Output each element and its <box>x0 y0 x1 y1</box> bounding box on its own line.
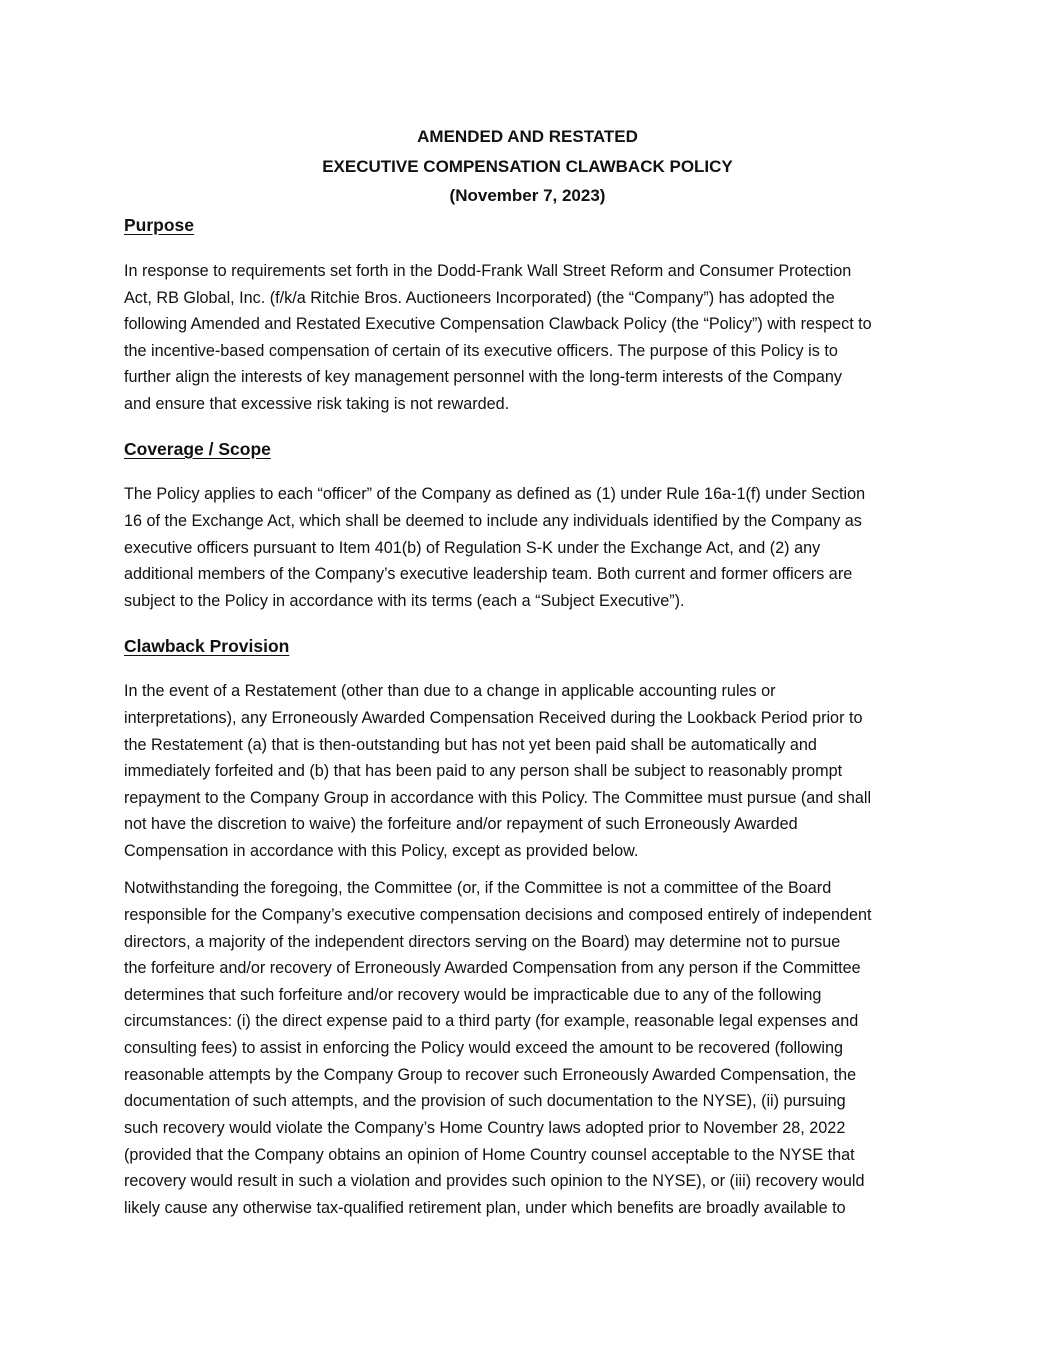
clawback-p2-line: documentation of such attempts, and the provision of such documentation to the NYSE), (ii) pursuing <box>124 1092 846 1110</box>
document-title-line-2: EXECUTIVE COMPENSATION CLAWBACK POLICY <box>322 157 733 176</box>
clawback-p2-line: (provided that the Company obtains an opinion of Home Country counsel acceptable to the NYSE that <box>124 1146 855 1164</box>
purpose-line: Act, RB Global, Inc. (f/k/a Ritchie Bros. Auctioneers Incorporated) (the “Company”) has adopted the <box>124 289 835 307</box>
clawback-p2-line: Notwithstanding the foregoing, the Committee (or, if the Committee is not a committee of the Board <box>124 879 832 897</box>
clawback-p2-line: consulting fees) to assist in enforcing the Policy would exceed the amount to be recovered (following <box>124 1039 843 1057</box>
purpose-line: following Amended and Restated Executive Compensation Clawback Policy (the “Policy”) with respect to <box>124 315 872 333</box>
coverage-line: executive officers pursuant to Item 401(b) of Regulation S-K under the Exchange Act, and (2) any <box>124 539 821 557</box>
clawback-p1-line: not have the discretion to waive) the forfeiture and/or repayment of such Erroneously Awarded <box>124 815 798 833</box>
clawback-heading: Clawback Provision <box>124 636 290 656</box>
clawback-p2-line: circumstances: (i) the direct expense paid to a third party (for example, reasonable legal expenses and <box>124 1012 859 1030</box>
purpose-line: and ensure that excessive risk taking is not rewarded. <box>124 395 510 413</box>
clawback-p2-line: determines that such forfeiture and/or recovery would be impracticable due to any of the following <box>124 986 822 1004</box>
purpose-heading: Purpose <box>124 215 195 235</box>
clawback-p2-line: such recovery would violate the Company’s Home Country laws adopted prior to November 28, 2022 <box>124 1119 846 1137</box>
clawback-p2-line: reasonable attempts by the Company Group to recover such Erroneously Awarded Compensation, the <box>124 1066 857 1084</box>
coverage-line: additional members of the Company’s executive leadership team. Both current and former officers are <box>124 565 853 583</box>
coverage-line: 16 of the Exchange Act, which shall be deemed to include any individuals identified by the Company as <box>124 512 862 530</box>
clawback-p1-line: the Restatement (a) that is then-outstanding but has not yet been paid shall be automatically and <box>124 736 817 754</box>
purpose-line: In response to requirements set forth in the Dodd-Frank Wall Street Reform and Consumer Protection <box>124 262 852 280</box>
clawback-p1-line: repayment to the Company Group in accordance with this Policy. The Committee must pursue (and shall <box>124 789 872 807</box>
coverage-line: subject to the Policy in accordance with its terms (each a “Subject Executive”). <box>124 592 685 610</box>
clawback-p2-line: responsible for the Company’s executive compensation decisions and composed entirely of independent <box>124 906 872 924</box>
coverage-line: The Policy applies to each “officer” of the Company as defined as (1) under Rule 16a-1(f) under Section <box>124 485 866 503</box>
document-date: (November 7, 2023) <box>449 186 606 205</box>
clawback-p2-line: likely cause any otherwise tax-qualified retirement plan, under which benefits are broadly available to <box>124 1199 846 1217</box>
clawback-p2-line: directors, a majority of the independent directors serving on the Board) may determine not to pursue <box>124 933 841 951</box>
clawback-p1-line: In the event of a Restatement (other than due to a change in applicable accounting rules or <box>124 682 776 700</box>
clawback-p1-line: immediately forfeited and (b) that has been paid to any person shall be subject to reasonably prompt <box>124 762 843 780</box>
clawback-p1-line: interpretations), any Erroneously Awarded Compensation Received during the Lookback Period prior to <box>124 709 863 727</box>
coverage-heading: Coverage / Scope <box>124 439 271 459</box>
purpose-line: further align the interests of key management personnel with the long-term interests of the Company <box>124 368 843 386</box>
clawback-p1-line: Compensation in accordance with this Policy, except as provided below. <box>124 842 639 860</box>
clawback-p2-line: the forfeiture and/or recovery of Erroneously Awarded Compensation from any person if the Committee <box>124 959 861 977</box>
purpose-line: the incentive-based compensation of certain of its executive officers. The purpose of this Policy is to <box>124 342 838 360</box>
document-title-line-1: AMENDED AND RESTATED <box>417 127 638 146</box>
clawback-p2-line: recovery would result in such a violation and provides such opinion to the NYSE), or (iii) recovery would <box>124 1172 865 1190</box>
